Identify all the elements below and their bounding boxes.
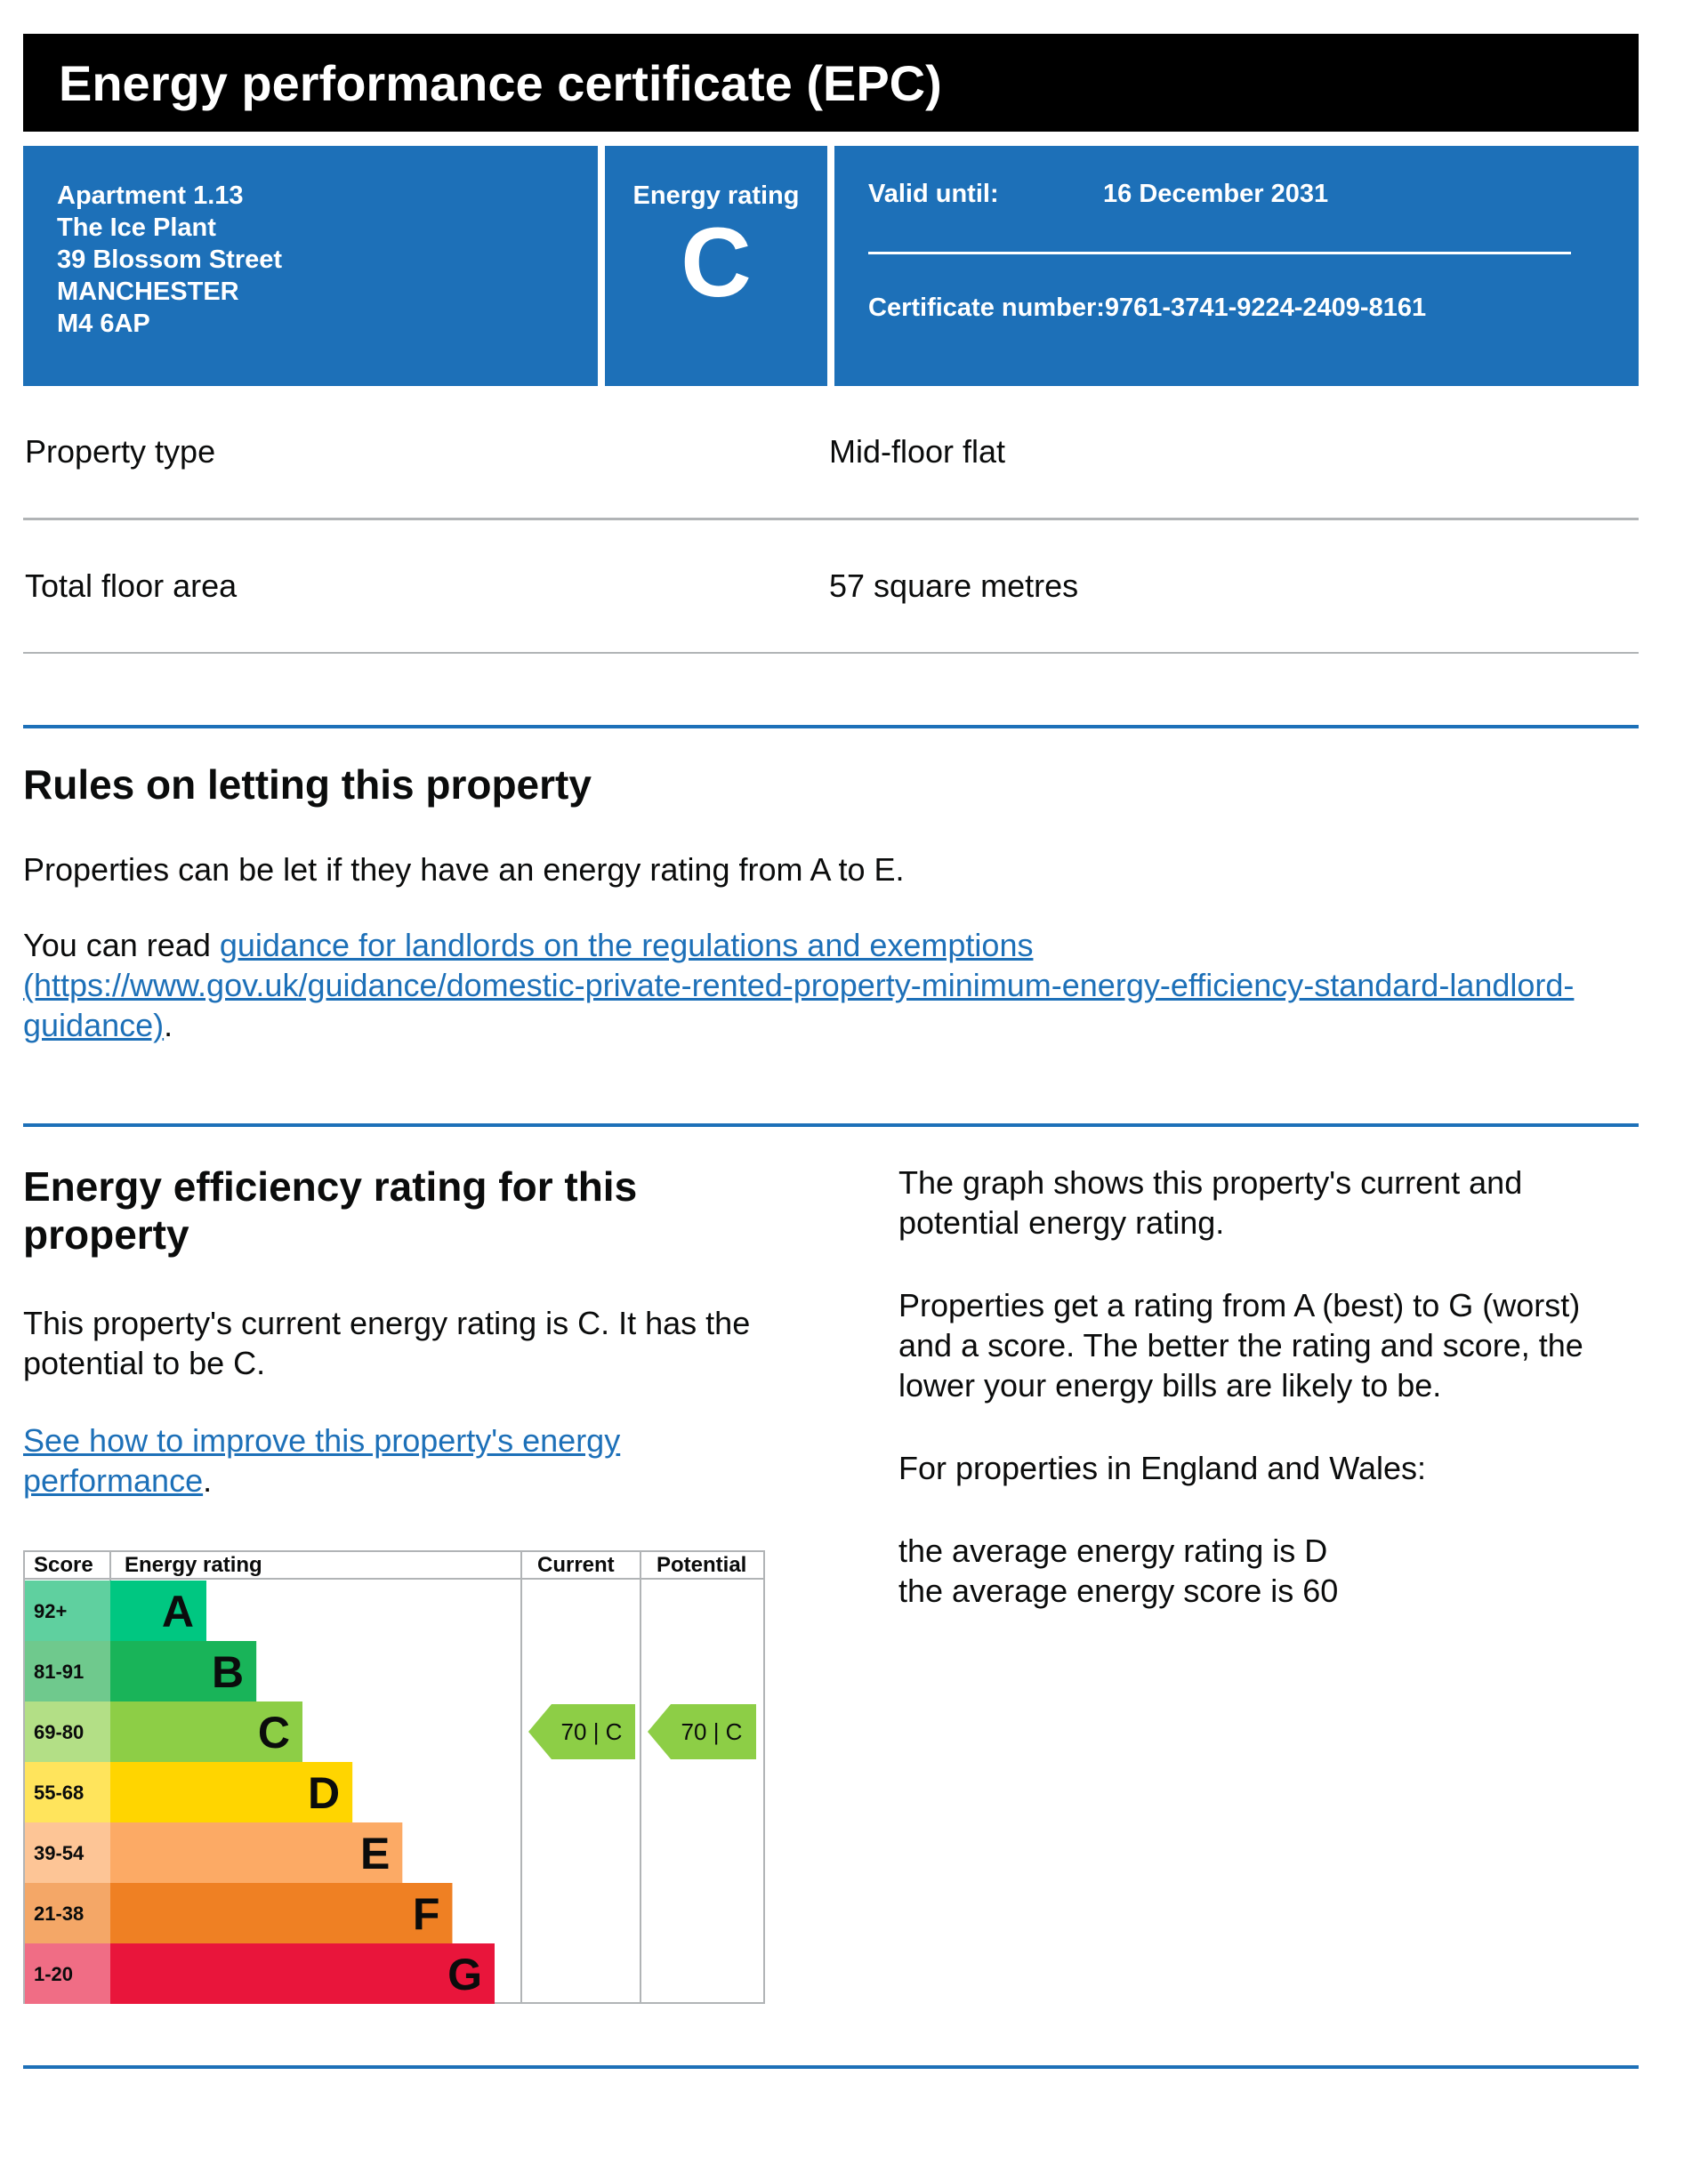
band-score-label: 81-91: [34, 1661, 85, 1683]
band-letter: G: [447, 1950, 482, 1999]
validity-box: [834, 146, 1639, 386]
address-line: MANCHESTER: [57, 278, 239, 306]
bottom-divider: [23, 2065, 1639, 2069]
floor-area-label: Total floor area: [25, 567, 238, 604]
band-letter: B: [212, 1647, 245, 1697]
letting-rules-section: [23, 725, 1639, 1045]
energy-efficiency-section: [23, 1123, 1639, 2004]
band-bar-g: [110, 1943, 495, 2004]
improve-link-suffix: .: [203, 1462, 213, 1499]
current-rating-text: This property's current energy rating is C. It has the potential to be C.: [23, 1305, 751, 1381]
band-bar-f: [110, 1883, 452, 1943]
valid-until-label: Valid until:: [868, 180, 999, 208]
chart-column-header: Potential: [657, 1553, 747, 1577]
band-score-label: 55-68: [34, 1782, 85, 1804]
band-letter: F: [412, 1889, 440, 1939]
band-score-label: 92+: [34, 1600, 68, 1622]
address-line: The Ice Plant: [57, 213, 216, 242]
efficiency-left-column: [23, 1162, 898, 2004]
potential-rating-label: 70 | C: [681, 1718, 743, 1745]
validity-divider: [868, 252, 1571, 254]
certificate-number: 9761-3741-9224-2409-8161: [1104, 294, 1427, 322]
property-address: [23, 146, 598, 386]
property-type-row: [23, 386, 1639, 520]
epc-page: [23, 34, 1639, 2004]
landlord-guidance-paragraph: [23, 925, 1639, 1045]
energy-rating-letter: C: [681, 208, 752, 318]
guidance-suffix: .: [164, 1007, 173, 1043]
landlord-guidance-url-link[interactable]: (https://www.gov.uk/guidance/domestic-private-rented-property-minimum-energy-efficiency-standard-landlord-guidance): [23, 967, 1575, 1043]
address-line: Apartment 1.13: [57, 181, 244, 210]
certificate-summary-banner: [23, 146, 1639, 386]
energy-rating-label: Energy rating: [632, 181, 800, 210]
energy-rating-graph: [23, 1550, 765, 2004]
certificate-number-label: Certificate number:: [868, 294, 1105, 322]
guidance-prefix: You can read: [23, 927, 220, 963]
band-score-label: 69-80: [34, 1721, 85, 1743]
energy-rating-chart: [23, 1550, 765, 2004]
band-score-label: 21-38: [34, 1903, 85, 1925]
band-letter: E: [359, 1829, 391, 1878]
letting-rules-heading: Rules on letting this property: [23, 761, 592, 808]
page-title: Energy performance certificate (EPC): [59, 54, 942, 111]
current-rating-label: 70 | C: [560, 1718, 623, 1745]
band-score-label: 39-54: [34, 1842, 85, 1864]
chart-column-header: Energy rating: [125, 1553, 262, 1577]
band-score-label: 1-20: [34, 1963, 74, 1985]
certificate-number-row: [868, 294, 1571, 323]
floor-area-row: [23, 520, 1639, 654]
chart-column-header: Current: [537, 1553, 615, 1577]
letting-rules-text: Properties can be let if they have an energy rating from A to E.: [23, 851, 905, 888]
improve-performance-link[interactable]: See how to improve this property's energy performance: [23, 1422, 621, 1499]
chart-column-header: Score: [34, 1553, 93, 1577]
address-line: 39 Blossom Street: [57, 245, 283, 274]
energy-rating-box: [605, 146, 827, 386]
band-bar-e: [110, 1822, 402, 1883]
average-score-text: the average energy score is 60: [898, 1573, 1339, 1609]
floor-area-value: 57 square metres: [829, 567, 1079, 604]
property-type-value: Mid-floor flat: [829, 433, 1006, 470]
title-bar: [23, 34, 1639, 132]
band-letter: D: [308, 1768, 341, 1818]
valid-until-date: 16 December 2031: [1103, 180, 1329, 208]
graph-explanation: The graph shows this property's current and potential energy rating.: [898, 1164, 1523, 1241]
efficiency-heading: Energy efficiency rating for this property: [23, 1163, 638, 1258]
address-line: M4 6AP: [57, 310, 150, 338]
property-type-label: Property type: [25, 433, 216, 470]
band-letter: A: [161, 1587, 194, 1637]
england-wales-label: For properties in England and Wales:: [898, 1450, 1426, 1486]
valid-until-row: [868, 180, 1571, 209]
rating-explanation: Properties get a rating from A (best) to G (worst) and a score. The better the rating and score, the lower your energy bills are likely to be.: [898, 1287, 1583, 1404]
band-letter: C: [257, 1708, 290, 1758]
efficiency-right-column: [898, 1162, 1639, 2004]
improve-link-paragraph: [23, 1420, 699, 1500]
average-rating-text: the average energy rating is D: [898, 1532, 1328, 1569]
landlord-guidance-link[interactable]: guidance for landlords on the regulations and exemptions: [219, 927, 1034, 963]
